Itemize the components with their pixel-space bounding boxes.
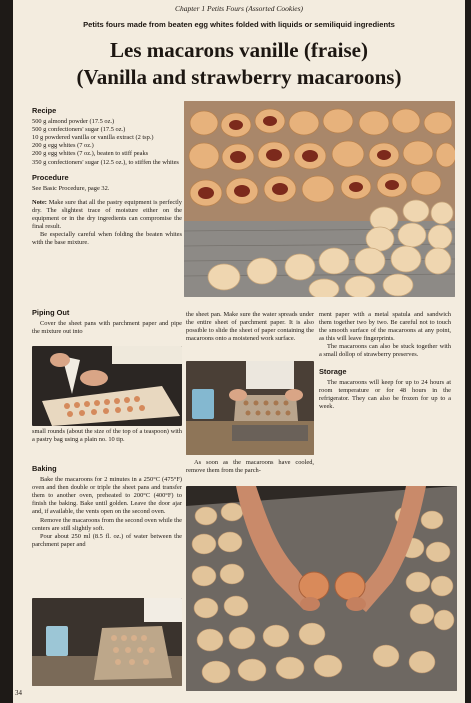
baking-section	[32, 465, 182, 549]
middle-column-top	[186, 311, 314, 343]
piping-section	[32, 309, 182, 336]
photo-sandwiching-macaroons	[186, 486, 457, 691]
note-text: Make sure that all the pastry equipment is perfectly dry. The slightest trace of moisture either on the equipment or in the dry ingredients can compromise the final result.	[32, 198, 182, 231]
recipe-title	[13, 37, 465, 91]
chapter-header: Chapter 1 Petits Fours (Assorted Cookies)	[174, 4, 304, 13]
piping-heading: Piping Out	[32, 308, 70, 317]
ingredient: 350 g confectioners' sugar (12.5 oz.), to stiffen the whites	[32, 158, 179, 166]
piping-text: Cover the sheet pans with parchment paper and pipe the mixture out into	[32, 320, 182, 336]
ingredient: 500 g confectioners' sugar (17.5 oz.)	[32, 126, 126, 134]
photo-sliding-paper	[186, 361, 314, 455]
procedure-heading: Procedure	[32, 172, 69, 182]
piping-text-2: small rounds (about the size of the top of a teaspoon) with a pastry bag using a plain no. 10 tip.	[32, 428, 182, 444]
procedure-text: See Basic Procedure, page 32.	[32, 184, 110, 192]
storage-text: The macaroons will keep for up to 24 hours at room temperature or for 48 hours in the refrigerator. They can also be frozen for up to a week.	[319, 378, 451, 410]
ingredient: 200 g egg whites (7 oz.), beaten to stiff peaks	[32, 150, 149, 158]
storage-heading: Storage	[319, 366, 347, 376]
note-label: Note:	[32, 198, 47, 206]
right-column	[319, 311, 451, 411]
recipe-heading: Recipe	[32, 106, 57, 115]
right-text-1: ment paper with a metal spatula and sandwich them together two by two. Be careful not to touch the smooth surface of the macaroons at any point, as this will leave fingerprints.	[319, 311, 451, 343]
mid-text-2: As soon as the macaroons have cooled, remove them from the parch-	[186, 459, 314, 475]
ingredient: 10 g powdered vanilla or vanilla extract (2 tsp.)	[32, 134, 154, 142]
photo-pouring-water	[32, 598, 182, 686]
recipe-column	[32, 107, 182, 247]
photo-macaroons-on-sheets	[184, 101, 455, 297]
middle-column-bottom	[186, 459, 314, 475]
baking-heading: Baking	[32, 464, 57, 473]
page-number: 34	[15, 689, 22, 697]
mid-text-1: the sheet pan. Make sure the water spreads under the entire sheet of parchment paper. It is also possible to slide the sheet of paper containing the macaroons onto a moistened work surface.	[186, 311, 314, 343]
baking-text-2: Remove the macaroons from the second oven while the centers are still slightly soft.	[32, 516, 182, 532]
right-text-2: The macaroons can also be stuck together with a small dollop of strawberry preserves.	[319, 343, 451, 359]
cookbook-page	[13, 0, 465, 703]
title-english: (Vanilla and strawberry macaroons)	[76, 65, 402, 89]
piping-continued	[32, 428, 182, 444]
ingredient: 200 g egg whites (7 oz.)	[32, 142, 94, 150]
photo-piping-out	[32, 346, 182, 426]
procedure-note-2: Be especially careful when folding the beaten whites with the base mixture.	[32, 231, 182, 247]
ingredient: 500 g almond powder (17.5 oz.)	[32, 118, 115, 126]
baking-text-1: Bake the macaroons for 2 minutes in a 250°C (475°F) oven and then double or triple the sheet pans and transfer them to another oven, preheated to 200°C (400°F) to finish the baking. Bake until golden. Leave the door ajar and, if available, the vents open on the second oven.	[32, 476, 182, 516]
procedure-note	[32, 199, 182, 231]
baking-text-3: Pour about 250 ml (8.5 fl. oz.) of water between the parchment paper and	[32, 532, 182, 548]
section-subtitle: Petits fours made from beaten egg whites folded with liquids or semiliquid ingredients	[83, 20, 395, 29]
title-french: Les macarons vanille (fraise)	[110, 38, 368, 62]
